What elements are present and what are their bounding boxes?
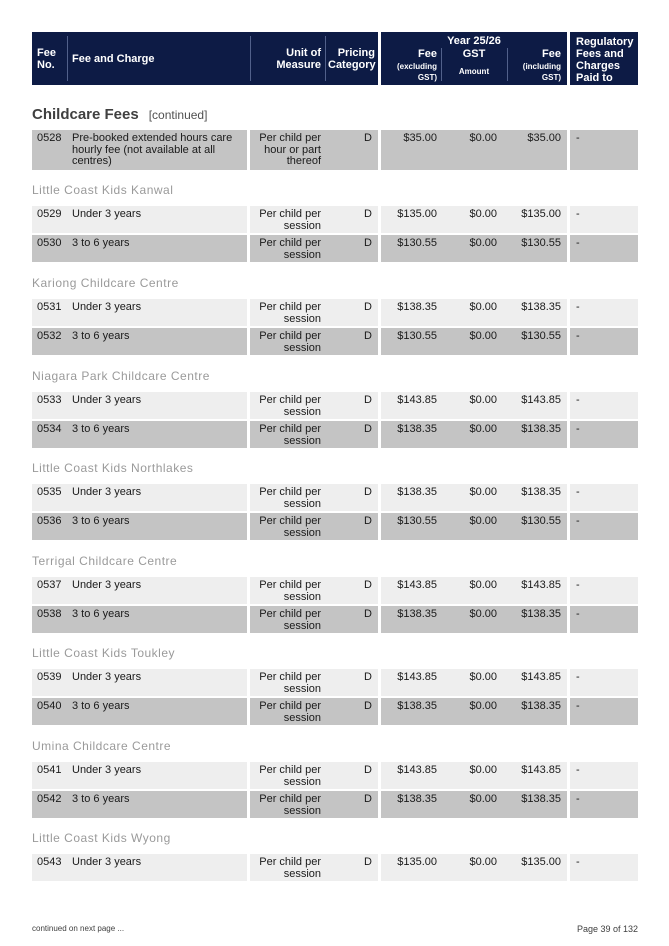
unit-of-measure: Per child per session (259, 671, 321, 695)
pricing-category: D (364, 700, 372, 712)
fee-number: 0533 (37, 394, 62, 406)
gst-amount: $0.00 (469, 208, 497, 220)
gst-amount: $0.00 (469, 515, 497, 527)
pricing-category: D (364, 486, 372, 498)
fee-description: 3 to 6 years (72, 608, 130, 620)
header-fee-no: Fee No. (37, 47, 56, 71)
fee-description: Under 3 years (72, 394, 142, 406)
pricing-category: D (364, 132, 372, 144)
table-header-year (381, 32, 567, 85)
gst-amount: $0.00 (469, 793, 497, 805)
regulatory-paid-to: - (576, 486, 580, 498)
regulatory-paid-to: - (576, 579, 580, 591)
fee-incl-gst: $130.55 (521, 237, 561, 249)
header-year: Year 25/26 (447, 35, 501, 47)
regulatory-paid-to: - (576, 394, 580, 406)
gst-amount: $0.00 (469, 579, 497, 591)
pricing-category: D (364, 423, 372, 435)
section-continued: [continued] (148, 108, 208, 122)
header-gst: GST (462, 48, 486, 60)
pricing-category: D (364, 208, 372, 220)
gst-amount: $0.00 (469, 237, 497, 249)
fee-number: 0534 (37, 423, 62, 435)
fee-description: Under 3 years (72, 671, 142, 683)
fee-number: 0542 (37, 793, 62, 805)
fee-description: Pre-booked extended hours care hourly fee (not available at all centres) (72, 132, 233, 167)
regulatory-paid-to: - (576, 208, 580, 220)
table-row (32, 206, 638, 233)
pricing-category: D (364, 793, 372, 805)
gst-amount: $0.00 (469, 486, 497, 498)
fee-excl-gst: $143.85 (397, 579, 437, 591)
fee-excl-gst: $143.85 (397, 394, 437, 406)
gst-amount: $0.00 (469, 423, 497, 435)
pricing-category: D (364, 608, 372, 620)
gst-amount: $0.00 (469, 700, 497, 712)
group-title: Little Coast Kids Toukley (32, 646, 176, 660)
fee-description: 3 to 6 years (72, 330, 130, 342)
group-title: Little Coast Kids Northlakes (32, 461, 194, 475)
fee-excl-gst: $143.85 (397, 671, 437, 683)
fee-incl-gst: $35.00 (527, 132, 561, 144)
regulatory-paid-to: - (576, 237, 580, 249)
fee-number: 0537 (37, 579, 62, 591)
table-row (32, 130, 638, 170)
table-row (32, 328, 638, 355)
group-title: Umina Childcare Centre (32, 739, 172, 753)
regulatory-paid-to: - (576, 515, 580, 527)
fee-excl-gst: $135.00 (397, 856, 437, 868)
fee-number: 0536 (37, 515, 62, 527)
gst-amount: $0.00 (469, 764, 497, 776)
continued-note: continued on next page ... (32, 924, 125, 933)
fee-number: 0541 (37, 764, 62, 776)
fee-excl-gst: $138.35 (397, 423, 437, 435)
pricing-category: D (364, 764, 372, 776)
regulatory-paid-to: - (576, 793, 580, 805)
fee-incl-gst: $138.35 (521, 700, 561, 712)
pricing-category: D (364, 856, 372, 868)
section-title (32, 106, 207, 123)
fee-description: 3 to 6 years (72, 237, 130, 249)
regulatory-paid-to: - (576, 856, 580, 868)
table-row (32, 698, 638, 725)
table-header-regulatory (570, 32, 638, 85)
fee-excl-gst: $135.00 (397, 208, 437, 220)
table-row (32, 577, 638, 604)
fee-description: 3 to 6 years (72, 700, 130, 712)
group-title: Niagara Park Childcare Centre (32, 369, 210, 383)
fee-excl-gst: $138.35 (397, 486, 437, 498)
table-row (32, 484, 638, 511)
fee-description: 3 to 6 years (72, 793, 130, 805)
header-divider (67, 36, 68, 81)
table-row (32, 854, 638, 881)
fee-description: Under 3 years (72, 301, 142, 313)
unit-of-measure: Per child per session (259, 330, 321, 354)
header-fee-incl-sub: (including GST) (522, 62, 561, 82)
header-divider (441, 48, 442, 81)
group-title: Terrigal Childcare Centre (32, 554, 178, 568)
regulatory-paid-to: - (576, 700, 580, 712)
fee-incl-gst: $130.55 (521, 330, 561, 342)
pricing-category: D (364, 579, 372, 591)
pricing-category: D (364, 330, 372, 342)
gst-amount: $0.00 (469, 671, 497, 683)
table-row (32, 421, 638, 448)
fee-incl-gst: $143.85 (521, 579, 561, 591)
fee-number: 0539 (37, 671, 62, 683)
fee-number: 0529 (37, 208, 62, 220)
fee-description: 3 to 6 years (72, 515, 130, 527)
fee-incl-gst: $135.00 (521, 856, 561, 868)
header-regulatory: Regulatory Fees and Charges Paid to (576, 36, 634, 84)
fee-number: 0538 (37, 608, 62, 620)
fee-incl-gst: $138.35 (521, 301, 561, 313)
fee-number: 0543 (37, 856, 62, 868)
fee-excl-gst: $35.00 (403, 132, 437, 144)
fee-excl-gst: $130.55 (397, 237, 437, 249)
regulatory-paid-to: - (576, 671, 580, 683)
gst-amount: $0.00 (469, 856, 497, 868)
table-row (32, 669, 638, 696)
section-title-text: Childcare Fees (32, 106, 139, 123)
gst-amount: $0.00 (469, 301, 497, 313)
unit-of-measure: Per child per session (259, 486, 321, 510)
header-fee-excl: Fee (418, 48, 437, 60)
fee-incl-gst: $138.35 (521, 486, 561, 498)
fee-description: Under 3 years (72, 856, 142, 868)
group-title: Kariong Childcare Centre (32, 276, 179, 290)
fee-number: 0532 (37, 330, 62, 342)
fee-excl-gst: $138.35 (397, 608, 437, 620)
gst-amount: $0.00 (469, 330, 497, 342)
table-row (32, 235, 638, 262)
unit-of-measure: Per child per session (259, 515, 321, 539)
fee-description: 3 to 6 years (72, 423, 130, 435)
fee-description: Under 3 years (72, 486, 142, 498)
pricing-category: D (364, 301, 372, 313)
header-pricing-category: Pricing Category (328, 47, 376, 71)
fee-incl-gst: $138.35 (521, 793, 561, 805)
pricing-category: D (364, 394, 372, 406)
fee-number: 0540 (37, 700, 62, 712)
fee-number: 0530 (37, 237, 62, 249)
fee-excl-gst: $138.35 (397, 700, 437, 712)
header-fee-incl: Fee (542, 48, 561, 60)
regulatory-paid-to: - (576, 132, 580, 144)
table-row (32, 606, 638, 633)
header-gst-sub: Amount (458, 67, 490, 76)
table-row (32, 791, 638, 818)
header-divider (325, 36, 326, 81)
fee-incl-gst: $130.55 (521, 515, 561, 527)
fee-number: 0535 (37, 486, 62, 498)
table-row (32, 513, 638, 540)
unit-of-measure: Per child per hour or part thereof (259, 132, 321, 167)
table-row (32, 299, 638, 326)
fee-number: 0531 (37, 301, 62, 313)
group-title: Little Coast Kids Kanwal (32, 183, 174, 197)
fee-description: Under 3 years (72, 764, 142, 776)
fee-excl-gst: $130.55 (397, 330, 437, 342)
table-header-left (32, 32, 378, 85)
unit-of-measure: Per child per session (259, 394, 321, 418)
unit-of-measure: Per child per session (259, 423, 321, 447)
gst-amount: $0.00 (469, 394, 497, 406)
regulatory-paid-to: - (576, 301, 580, 313)
fee-incl-gst: $135.00 (521, 208, 561, 220)
unit-of-measure: Per child per session (259, 208, 321, 232)
header-divider (507, 48, 508, 81)
fee-number: 0528 (37, 132, 62, 144)
table-row (32, 762, 638, 789)
fee-incl-gst: $138.35 (521, 608, 561, 620)
fee-incl-gst: $143.85 (521, 764, 561, 776)
regulatory-paid-to: - (576, 764, 580, 776)
unit-of-measure: Per child per session (259, 856, 321, 880)
unit-of-measure: Per child per session (259, 793, 321, 817)
header-fee-and-charge: Fee and Charge (72, 53, 155, 65)
fee-incl-gst: $143.85 (521, 394, 561, 406)
group-title: Little Coast Kids Wyong (32, 831, 171, 845)
regulatory-paid-to: - (576, 330, 580, 342)
pricing-category: D (364, 515, 372, 527)
fee-excl-gst: $138.35 (397, 301, 437, 313)
unit-of-measure: Per child per session (259, 301, 321, 325)
unit-of-measure: Per child per session (259, 700, 321, 724)
gst-amount: $0.00 (469, 608, 497, 620)
page-number: Page 39 of 132 (576, 924, 638, 934)
fee-description: Under 3 years (72, 579, 142, 591)
unit-of-measure: Per child per session (259, 764, 321, 788)
fee-excl-gst: $130.55 (397, 515, 437, 527)
unit-of-measure: Per child per session (259, 579, 321, 603)
fee-incl-gst: $138.35 (521, 423, 561, 435)
fee-incl-gst: $143.85 (521, 671, 561, 683)
regulatory-paid-to: - (576, 423, 580, 435)
regulatory-paid-to: - (576, 608, 580, 620)
table-row (32, 392, 638, 419)
fee-description: Under 3 years (72, 208, 142, 220)
fee-excl-gst: $143.85 (397, 764, 437, 776)
fee-excl-gst: $138.35 (397, 793, 437, 805)
unit-of-measure: Per child per session (259, 237, 321, 261)
pricing-category: D (364, 237, 372, 249)
header-fee-excl-sub: (excluding GST) (396, 62, 437, 82)
gst-amount: $0.00 (469, 132, 497, 144)
pricing-category: D (364, 671, 372, 683)
header-unit-of-measure: Unit of Measure (276, 47, 321, 71)
unit-of-measure: Per child per session (259, 608, 321, 632)
